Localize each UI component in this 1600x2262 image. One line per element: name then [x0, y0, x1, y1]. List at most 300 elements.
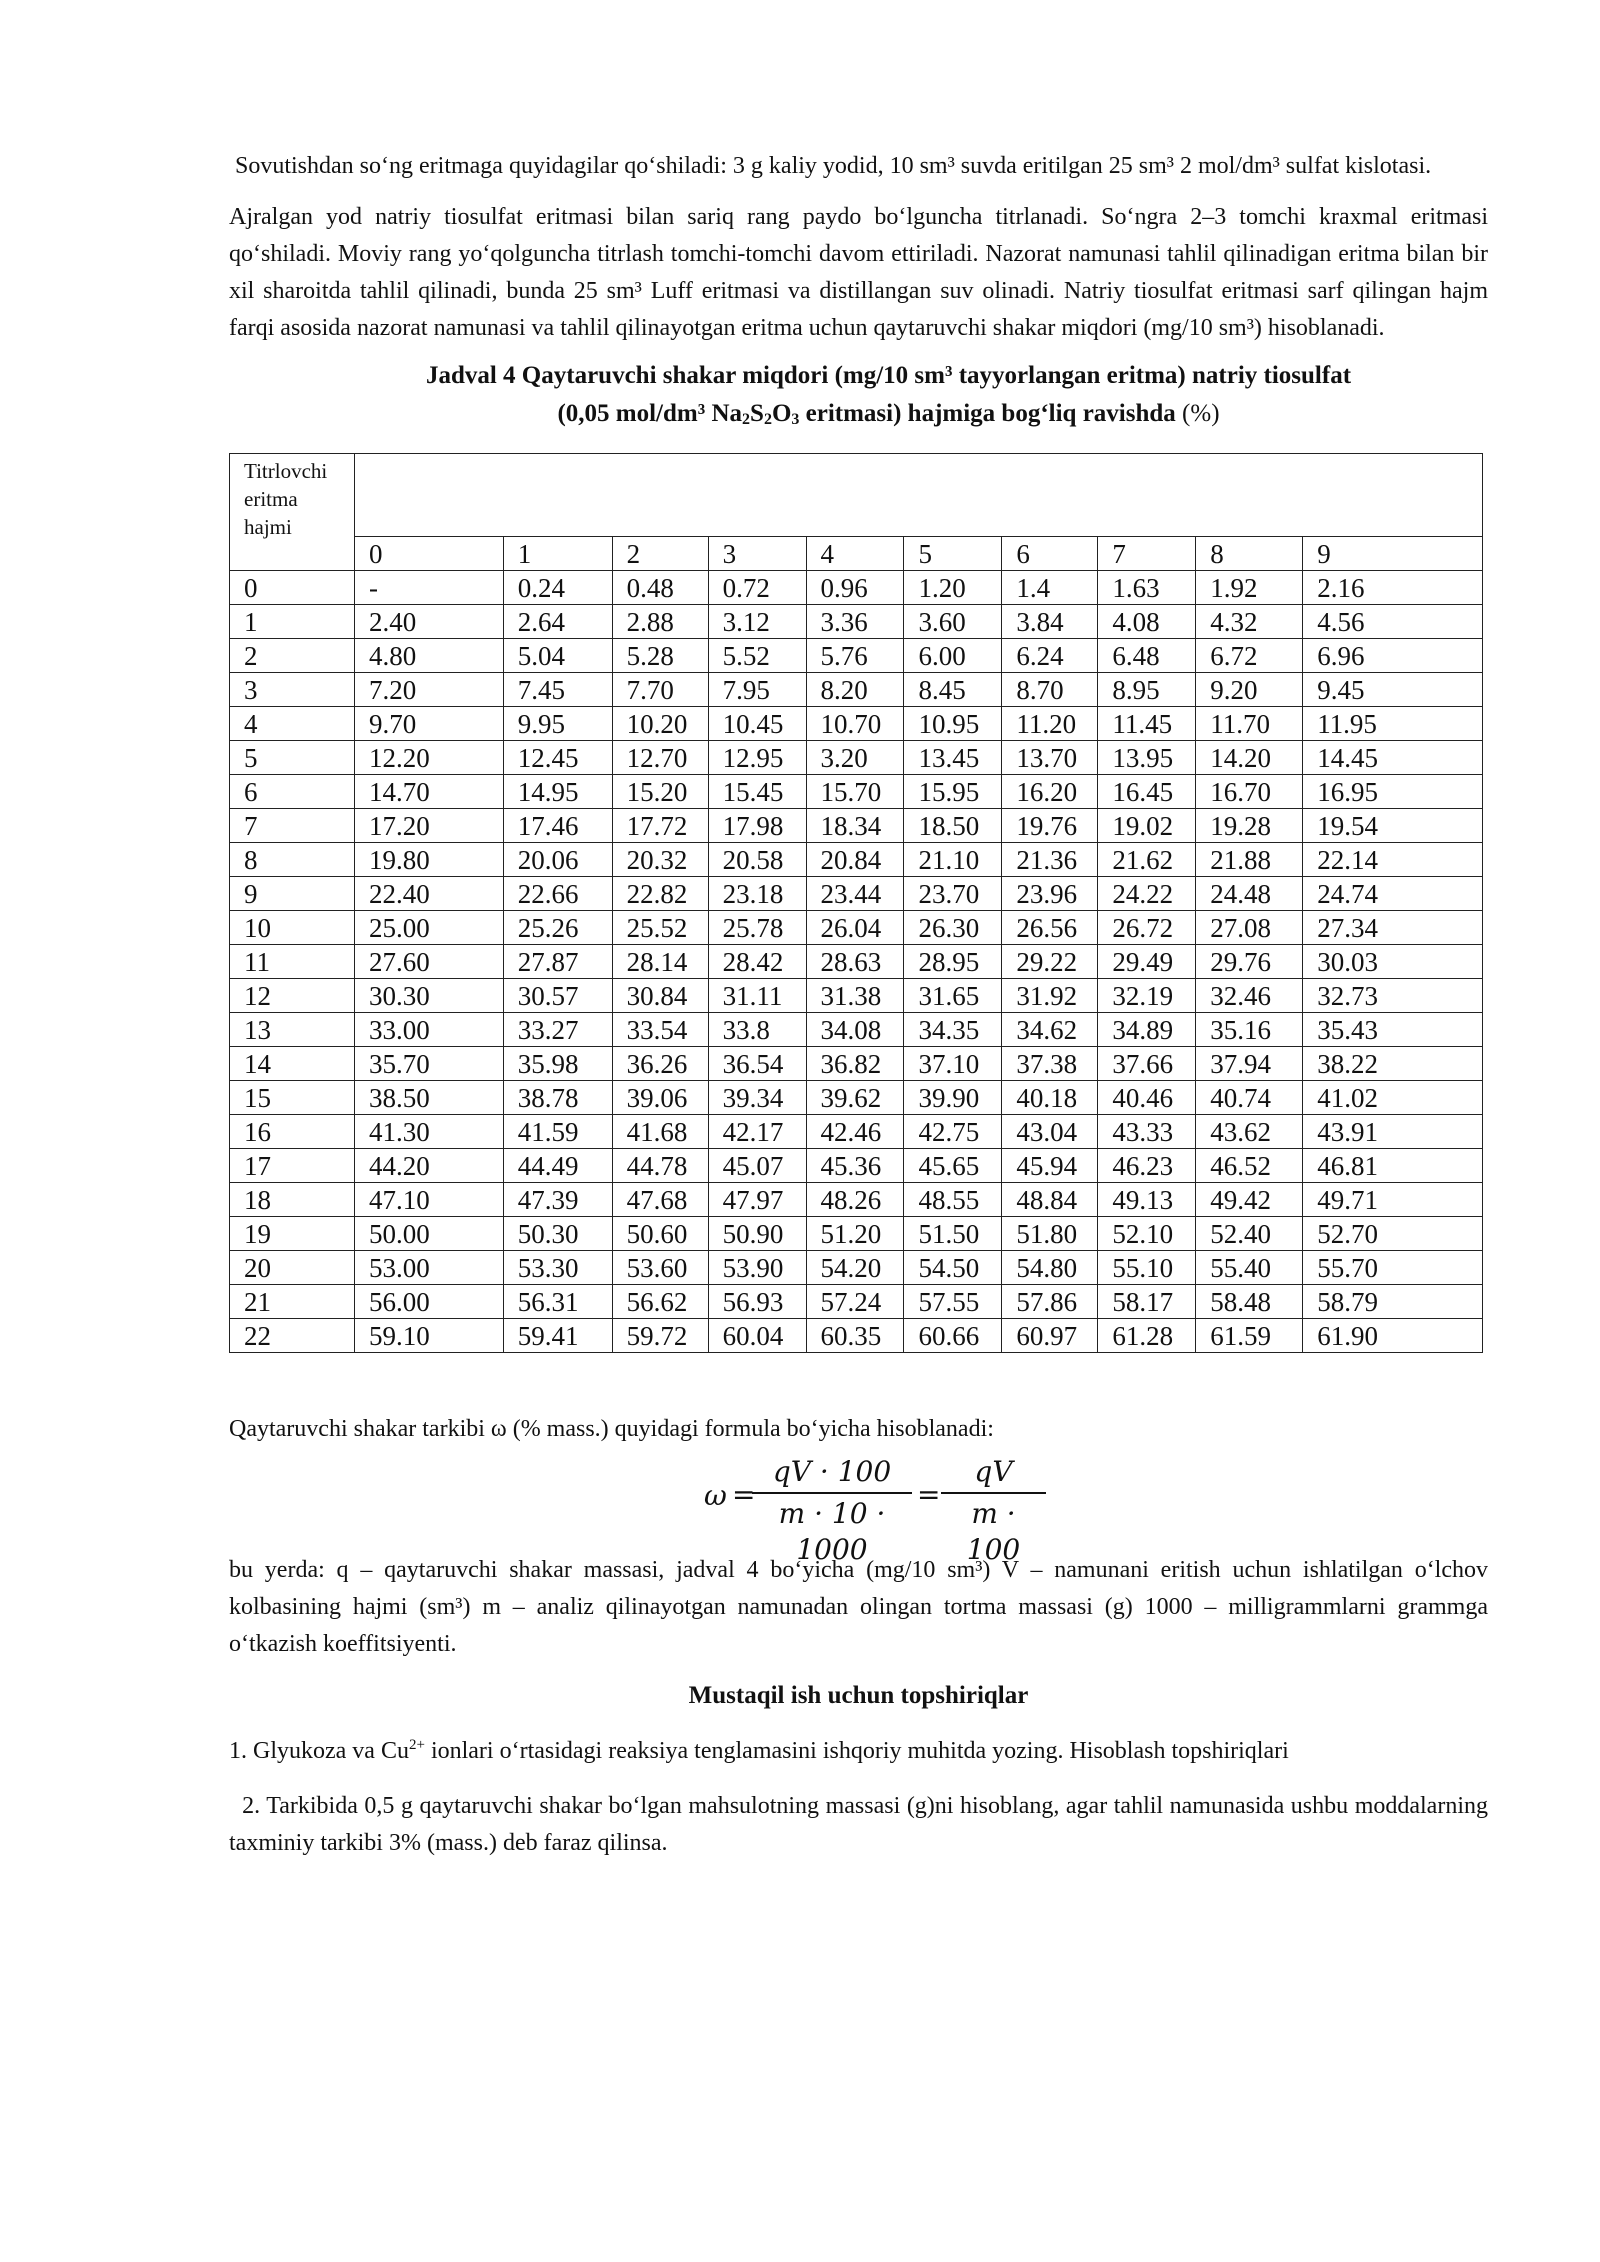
table-row [230, 979, 1483, 1013]
table-cell: 35.70 [354, 1047, 503, 1081]
table-cell: 47.10 [354, 1183, 503, 1217]
table-cell: 12.20 [354, 741, 503, 775]
table-row [230, 1217, 1483, 1251]
table-cell: 46.52 [1196, 1149, 1303, 1183]
fraction-1-denominator: m · 10 · 1000 [778, 1497, 886, 1566]
table-cell: 18.34 [806, 809, 904, 843]
table-cell: 9.45 [1303, 673, 1483, 707]
table-cell: 15.70 [806, 775, 904, 809]
table-row [230, 707, 1483, 741]
table-row [230, 775, 1483, 809]
table-cell: 49.71 [1303, 1183, 1483, 1217]
table-cell: 17.98 [708, 809, 806, 843]
table-cell: 12.95 [708, 741, 806, 775]
table-cell: 2.88 [612, 605, 708, 639]
table-cell: 6.24 [1002, 639, 1098, 673]
table-cell: 8.95 [1098, 673, 1196, 707]
row-header-cell: 8 [230, 843, 355, 877]
table-cell: 25.78 [708, 911, 806, 945]
table-cell: 25.52 [612, 911, 708, 945]
table-cell: 53.30 [503, 1251, 612, 1285]
table-cell: 21.62 [1098, 843, 1196, 877]
table-cell: 53.00 [354, 1251, 503, 1285]
table-cell: 22.14 [1303, 843, 1483, 877]
table-row [230, 1183, 1483, 1217]
table-cell: 60.97 [1002, 1319, 1098, 1353]
column-header-cell: 0 [354, 537, 503, 571]
table-cell: 35.43 [1303, 1013, 1483, 1047]
table-cell: 43.62 [1196, 1115, 1303, 1149]
table-cell: 26.56 [1002, 911, 1098, 945]
table-cell: 31.11 [708, 979, 806, 1013]
table-cell: 55.10 [1098, 1251, 1196, 1285]
table-cell: 13.70 [1002, 741, 1098, 775]
table-cell: 23.96 [1002, 877, 1098, 911]
table-cell: 19.28 [1196, 809, 1303, 843]
table-cell: 48.26 [806, 1183, 904, 1217]
column-header-cell: 4 [806, 537, 904, 571]
table-cell: 52.10 [1098, 1217, 1196, 1251]
table-cell: 34.35 [904, 1013, 1002, 1047]
table-cell: 44.49 [503, 1149, 612, 1183]
table-cell: 37.10 [904, 1047, 1002, 1081]
table-row [230, 1013, 1483, 1047]
table-cell: 6.72 [1196, 639, 1303, 673]
table-cell: 29.76 [1196, 945, 1303, 979]
table-cell: 24.48 [1196, 877, 1303, 911]
table-cell: 17.72 [612, 809, 708, 843]
task-1: 1. Glyukoza va $Cu^{2+}$ ionlari o‘rtasidagi reaksiya tenglamasini ishqoriy muhitda yozing. Hisoblash topshiriqlari [229, 1737, 1289, 1764]
table-cell: 7.20 [354, 673, 503, 707]
table-cell: - [354, 571, 503, 605]
table-row [230, 1319, 1483, 1353]
row-header-cell: 3 [230, 673, 355, 707]
table-cell: 16.20 [1002, 775, 1098, 809]
table-cell: 36.54 [708, 1047, 806, 1081]
table-cell: 40.74 [1196, 1081, 1303, 1115]
table-cell: 49.42 [1196, 1183, 1303, 1217]
table-row [230, 809, 1483, 843]
table-cell: 39.34 [708, 1081, 806, 1115]
table-cell: 3.20 [806, 741, 904, 775]
table-cell: 59.41 [503, 1319, 612, 1353]
header-blank-cell [354, 454, 1482, 537]
table-cell: 11.45 [1098, 707, 1196, 741]
table-cell: 34.89 [1098, 1013, 1196, 1047]
table-cell: 50.00 [354, 1217, 503, 1251]
row-header-cell: 4 [230, 707, 355, 741]
table-cell: 51.50 [904, 1217, 1002, 1251]
table-cell: 9.70 [354, 707, 503, 741]
row-header-cell: 18 [230, 1183, 355, 1217]
table-cell: 19.54 [1303, 809, 1483, 843]
corner-label: Titrlovchi eritma hajmi [230, 454, 355, 571]
table-cell: 17.46 [503, 809, 612, 843]
table-cell: 28.14 [612, 945, 708, 979]
table-cell: 24.74 [1303, 877, 1483, 911]
table-cell: 0.96 [806, 571, 904, 605]
table-cell: 39.62 [806, 1081, 904, 1115]
fraction-1-bar [752, 1492, 912, 1494]
paragraph-1: Sovutishdan so‘ng eritmaga quyidagilar qo‘shiladi: 3 g kaliy yodid, 10 sm³ suvda eritilgan 25 sm³ 2 mol/dm³ sulfat kislotasi. [235, 153, 1432, 179]
table-cell: 18.50 [904, 809, 1002, 843]
table-cell: 3.12 [708, 605, 806, 639]
table-cell: 47.39 [503, 1183, 612, 1217]
table-cell: 61.28 [1098, 1319, 1196, 1353]
column-header-cell: 7 [1098, 537, 1196, 571]
table-cell: 29.49 [1098, 945, 1196, 979]
table-cell: 4.08 [1098, 605, 1196, 639]
row-header-cell: 2 [230, 639, 355, 673]
table-cell: 7.70 [612, 673, 708, 707]
table-cell: 1.4 [1002, 571, 1098, 605]
table-row [230, 911, 1483, 945]
row-header-cell: 6 [230, 775, 355, 809]
table-cell: 30.30 [354, 979, 503, 1013]
table-cell: 15.45 [708, 775, 806, 809]
table-row [230, 1081, 1483, 1115]
table-row [230, 1047, 1483, 1081]
table-row [230, 741, 1483, 775]
row-header-cell: 14 [230, 1047, 355, 1081]
table-cell: 37.66 [1098, 1047, 1196, 1081]
table-cell: 42.75 [904, 1115, 1002, 1149]
table-cell: 22.40 [354, 877, 503, 911]
table-cell: 16.70 [1196, 775, 1303, 809]
table-cell: 58.17 [1098, 1285, 1196, 1319]
table-row [230, 843, 1483, 877]
table-cell: 1.63 [1098, 571, 1196, 605]
table-cell: 17.20 [354, 809, 503, 843]
table-cell: 8.70 [1002, 673, 1098, 707]
table-cell: 52.40 [1196, 1217, 1303, 1251]
table-cell: 13.45 [904, 741, 1002, 775]
table-cell: 55.40 [1196, 1251, 1303, 1285]
table-cell: 0.24 [503, 571, 612, 605]
table-cell: 23.70 [904, 877, 1002, 911]
table-cell: 9.95 [503, 707, 612, 741]
table-cell: 54.50 [904, 1251, 1002, 1285]
table-cell: 30.84 [612, 979, 708, 1013]
table-cell: 20.06 [503, 843, 612, 877]
table-cell: 2.16 [1303, 571, 1483, 605]
table-cell: 14.20 [1196, 741, 1303, 775]
table-cell: 22.82 [612, 877, 708, 911]
table-cell: 32.46 [1196, 979, 1303, 1013]
table-cell: 1.20 [904, 571, 1002, 605]
table-cell: 22.66 [503, 877, 612, 911]
table-cell: 12.45 [503, 741, 612, 775]
table-cell: 40.18 [1002, 1081, 1098, 1115]
row-header-cell: 9 [230, 877, 355, 911]
table-cell: 56.00 [354, 1285, 503, 1319]
document-page [229, 148, 1488, 1862]
table-cell: 33.54 [612, 1013, 708, 1047]
row-header-cell: 21 [230, 1285, 355, 1319]
table-cell: 3.60 [904, 605, 1002, 639]
column-header-cell: 8 [1196, 537, 1303, 571]
table-cell: 57.24 [806, 1285, 904, 1319]
row-header-cell: 1 [230, 605, 355, 639]
table-cell: 19.02 [1098, 809, 1196, 843]
table-row [230, 1251, 1483, 1285]
table-cell: 34.62 [1002, 1013, 1098, 1047]
table-cell: 26.30 [904, 911, 1002, 945]
table-cell: 45.94 [1002, 1149, 1098, 1183]
omega-formula [229, 1454, 1488, 1566]
table-cell: 25.26 [503, 911, 612, 945]
formula-intro: Qaytaruvchi shakar tarkibi ω (% mass.) quyidagi formula bo‘yicha hisoblanadi: [229, 1416, 994, 1442]
table-cell: 41.02 [1303, 1081, 1483, 1115]
table-cell: 41.68 [612, 1115, 708, 1149]
table-cell: 31.92 [1002, 979, 1098, 1013]
row-header-cell: 7 [230, 809, 355, 843]
table-cell: 0.72 [708, 571, 806, 605]
table-row [230, 605, 1483, 639]
table-cell: 33.8 [708, 1013, 806, 1047]
table-cell: 8.45 [904, 673, 1002, 707]
table-cell: 0.48 [612, 571, 708, 605]
table-cell: 23.18 [708, 877, 806, 911]
table-cell: 10.45 [708, 707, 806, 741]
table-cell: 56.93 [708, 1285, 806, 1319]
table-cell: 39.90 [904, 1081, 1002, 1115]
table-cell: 11.95 [1303, 707, 1483, 741]
table-cell: 29.22 [1002, 945, 1098, 979]
table-cell: 1.92 [1196, 571, 1303, 605]
table-cell: 3.36 [806, 605, 904, 639]
table-cell: 35.16 [1196, 1013, 1303, 1047]
table-cell: 36.26 [612, 1047, 708, 1081]
table-cell: 51.80 [1002, 1217, 1098, 1251]
row-header-cell: 15 [230, 1081, 355, 1115]
table-cell: 50.90 [708, 1217, 806, 1251]
table-row [230, 571, 1483, 605]
table-cell: 30.03 [1303, 945, 1483, 979]
table-cell: 48.55 [904, 1183, 1002, 1217]
table-cell: 2.40 [354, 605, 503, 639]
table-cell: 11.70 [1196, 707, 1303, 741]
column-header-cell: 9 [1303, 537, 1483, 571]
table-cell: 46.23 [1098, 1149, 1196, 1183]
column-header-cell: 1 [503, 537, 612, 571]
table-row [230, 673, 1483, 707]
table-cell: 50.60 [612, 1217, 708, 1251]
table-cell: 54.20 [806, 1251, 904, 1285]
table-cell: 14.70 [354, 775, 503, 809]
table-cell: 33.00 [354, 1013, 503, 1047]
reducing-sugar-table [229, 453, 1483, 1353]
table-cell: 20.84 [806, 843, 904, 877]
table-row [230, 945, 1483, 979]
row-header-cell: 12 [230, 979, 355, 1013]
table-cell: 36.82 [806, 1047, 904, 1081]
table-cell: 45.65 [904, 1149, 1002, 1183]
table-cell: 43.91 [1303, 1115, 1483, 1149]
fraction-1-numerator: qV · 100 [772, 1455, 892, 1488]
table-cell: 49.13 [1098, 1183, 1196, 1217]
table-cell: 13.95 [1098, 741, 1196, 775]
table-cell: 27.60 [354, 945, 503, 979]
table-cell: 56.62 [612, 1285, 708, 1319]
table-cell: 59.10 [354, 1319, 503, 1353]
table-cell: 46.81 [1303, 1149, 1483, 1183]
table-cell: 59.72 [612, 1319, 708, 1353]
table-cell: 48.84 [1002, 1183, 1098, 1217]
table-cell: 11.20 [1002, 707, 1098, 741]
table-caption [289, 357, 1488, 433]
table-cell: 27.08 [1196, 911, 1303, 945]
table-cell: 57.55 [904, 1285, 1002, 1319]
table-cell: 27.87 [503, 945, 612, 979]
table-cell: 6.48 [1098, 639, 1196, 673]
table-cell: 42.46 [806, 1115, 904, 1149]
table-cell: 41.30 [354, 1115, 503, 1149]
table-cell: 23.44 [806, 877, 904, 911]
table-cell: 16.45 [1098, 775, 1196, 809]
table-cell: 47.97 [708, 1183, 806, 1217]
table-cell: 4.80 [354, 639, 503, 673]
table-cell: 26.72 [1098, 911, 1196, 945]
table-cell: 7.95 [708, 673, 806, 707]
table-cell: 51.20 [806, 1217, 904, 1251]
table-cell: 28.63 [806, 945, 904, 979]
table-cell: 3.84 [1002, 605, 1098, 639]
table-cell: 39.06 [612, 1081, 708, 1115]
table-cell: 61.59 [1196, 1319, 1303, 1353]
table-cell: 60.04 [708, 1319, 806, 1353]
table-cell: 7.45 [503, 673, 612, 707]
column-header-cell: 2 [612, 537, 708, 571]
table-cell: 45.07 [708, 1149, 806, 1183]
table-cell: 4.32 [1196, 605, 1303, 639]
table-row [230, 877, 1483, 911]
section-heading: Mustaqil ish uchun topshiriqlar [688, 1682, 1029, 1709]
table-cell: 26.04 [806, 911, 904, 945]
table-cell: 58.79 [1303, 1285, 1483, 1319]
table-cell: 14.45 [1303, 741, 1483, 775]
table-cell: 61.90 [1303, 1319, 1483, 1353]
table-row [230, 1115, 1483, 1149]
table-cell: 28.95 [904, 945, 1002, 979]
row-header-cell: 16 [230, 1115, 355, 1149]
table-cell: 43.33 [1098, 1115, 1196, 1149]
row-header-cell: 11 [230, 945, 355, 979]
table-cell: 50.30 [503, 1217, 612, 1251]
fraction-2-bar [941, 1492, 1046, 1494]
column-header-cell: 3 [708, 537, 806, 571]
table-cell: 38.22 [1303, 1047, 1483, 1081]
table-cell: 56.31 [503, 1285, 612, 1319]
table-cell: 44.78 [612, 1149, 708, 1183]
table-row [230, 639, 1483, 673]
table-cell: 5.52 [708, 639, 806, 673]
table-cell: 33.27 [503, 1013, 612, 1047]
table-cell: 34.08 [806, 1013, 904, 1047]
table-cell: 5.04 [503, 639, 612, 673]
table-cell: 12.70 [612, 741, 708, 775]
table-cell: 15.20 [612, 775, 708, 809]
table-cell: 27.34 [1303, 911, 1483, 945]
table-cell: 32.73 [1303, 979, 1483, 1013]
table-cell: 57.86 [1002, 1285, 1098, 1319]
row-header-cell: 19 [230, 1217, 355, 1251]
table-cell: 28.42 [708, 945, 806, 979]
table-cell: 40.46 [1098, 1081, 1196, 1115]
table-cell: 14.95 [503, 775, 612, 809]
table-cell: 38.78 [503, 1081, 612, 1115]
table-cell: 60.35 [806, 1319, 904, 1353]
table-cell: 21.36 [1002, 843, 1098, 877]
formula-fraction-2 [941, 1454, 1046, 1568]
variable-definitions: bu yerda: q – qaytaruvchi shakar massasi, jadval 4 bo‘yicha (mg/10 sm³) V – namunani eritish uchun ishlatilgan o‘lchov kolbasining hajmi (sm³) m – analiz qilinayotgan namunadan olingan tortma massasi (g) 1000 – milligrammlarni grammga o‘tkazish koeffitsiyenti. [229, 1557, 1488, 1657]
row-header-cell: 17 [230, 1149, 355, 1183]
table-cell: 60.66 [904, 1319, 1002, 1353]
table-cell: 31.65 [904, 979, 1002, 1013]
table-caption-line-2: (0,05 mol/dm³ $Na_2S_2O_3$ eritmasi) hajmiga bog‘liq ravishda (%) [557, 400, 1220, 428]
column-header-row [230, 537, 1483, 571]
table-cell: 6.96 [1303, 639, 1483, 673]
table-cell: 42.17 [708, 1115, 806, 1149]
table-header-top-row [230, 454, 1483, 537]
task-2: 2. Tarkibida 0,5 g qaytaruvchi shakar bo‘lgan mahsulotning massasi (g)ni hisoblang, agar tahlil namunasida ushbu moddalarning taxminiy tarkibi 3% (mass.) deb faraz qilinsa. [229, 1793, 1488, 1856]
table-cell: 38.50 [354, 1081, 503, 1115]
table-cell: 9.20 [1196, 673, 1303, 707]
table-cell: 6.00 [904, 639, 1002, 673]
table-cell: 37.94 [1196, 1047, 1303, 1081]
table-cell: 5.28 [612, 639, 708, 673]
column-header-cell: 6 [1002, 537, 1098, 571]
table-cell: 5.76 [806, 639, 904, 673]
table-cell: 41.59 [503, 1115, 612, 1149]
table-cell: 55.70 [1303, 1251, 1483, 1285]
table-cell: 54.80 [1002, 1251, 1098, 1285]
table-cell: 8.20 [806, 673, 904, 707]
fraction-2-denominator: m · 100 [966, 1497, 1021, 1566]
table-cell: 10.70 [806, 707, 904, 741]
paragraph-2: Ajralgan yod natriy tiosulfat eritmasi bilan sariq rang paydo bo‘lguncha titrlanadi. So‘ngra 2–3 tomchi kraxmal eritmasi qo‘shiladi. Moviy rang yo‘qolguncha titrlash tomchi-tomchi davom ettiriladi. Nazorat namunasi tahlil qilinadigan eritma bilan bir xil sharoitda tahlil qilinadi, bunda 25 sm³ Luff eritmasi va distillangan suv olinadi. Natriy tiosulfat eritmasi sarf qilingan hajm farqi asosida nazorat namunasi va tahlil qilinayotgan eritma uchun qaytaruvchi shakar miqdori (mg/10 sm³) hisoblanadi. [229, 204, 1488, 341]
table-cell: 2.64 [503, 605, 612, 639]
table-row [230, 1285, 1483, 1319]
table-cell: 31.38 [806, 979, 904, 1013]
row-header-cell: 20 [230, 1251, 355, 1285]
formula-equals-1: = [732, 1478, 756, 1511]
table-cell: 53.90 [708, 1251, 806, 1285]
table-cell: 16.95 [1303, 775, 1483, 809]
table-cell: 19.80 [354, 843, 503, 877]
table-cell: 10.95 [904, 707, 1002, 741]
row-header-cell: 10 [230, 911, 355, 945]
table-caption-line-1: Jadval 4 Qaytaruvchi shakar miqdori (mg/10 sm³ tayyorlangan eritma) natriy tiosulfat [425, 362, 1352, 389]
row-header-cell: 22 [230, 1319, 355, 1353]
formula-omega: ω [704, 1479, 727, 1512]
formula-equals-2: = [917, 1478, 941, 1511]
row-header-cell: 13 [230, 1013, 355, 1047]
table-cell: 43.04 [1002, 1115, 1098, 1149]
table-cell: 47.68 [612, 1183, 708, 1217]
table-row [230, 1149, 1483, 1183]
table-cell: 25.00 [354, 911, 503, 945]
table-cell: 44.20 [354, 1149, 503, 1183]
table-cell: 20.32 [612, 843, 708, 877]
row-header-cell: 5 [230, 741, 355, 775]
table-cell: 15.95 [904, 775, 1002, 809]
table-cell: 35.98 [503, 1047, 612, 1081]
formula-fraction-1 [752, 1454, 912, 1568]
table-cell: 37.38 [1002, 1047, 1098, 1081]
table-cell: 30.57 [503, 979, 612, 1013]
table-cell: 4.56 [1303, 605, 1483, 639]
